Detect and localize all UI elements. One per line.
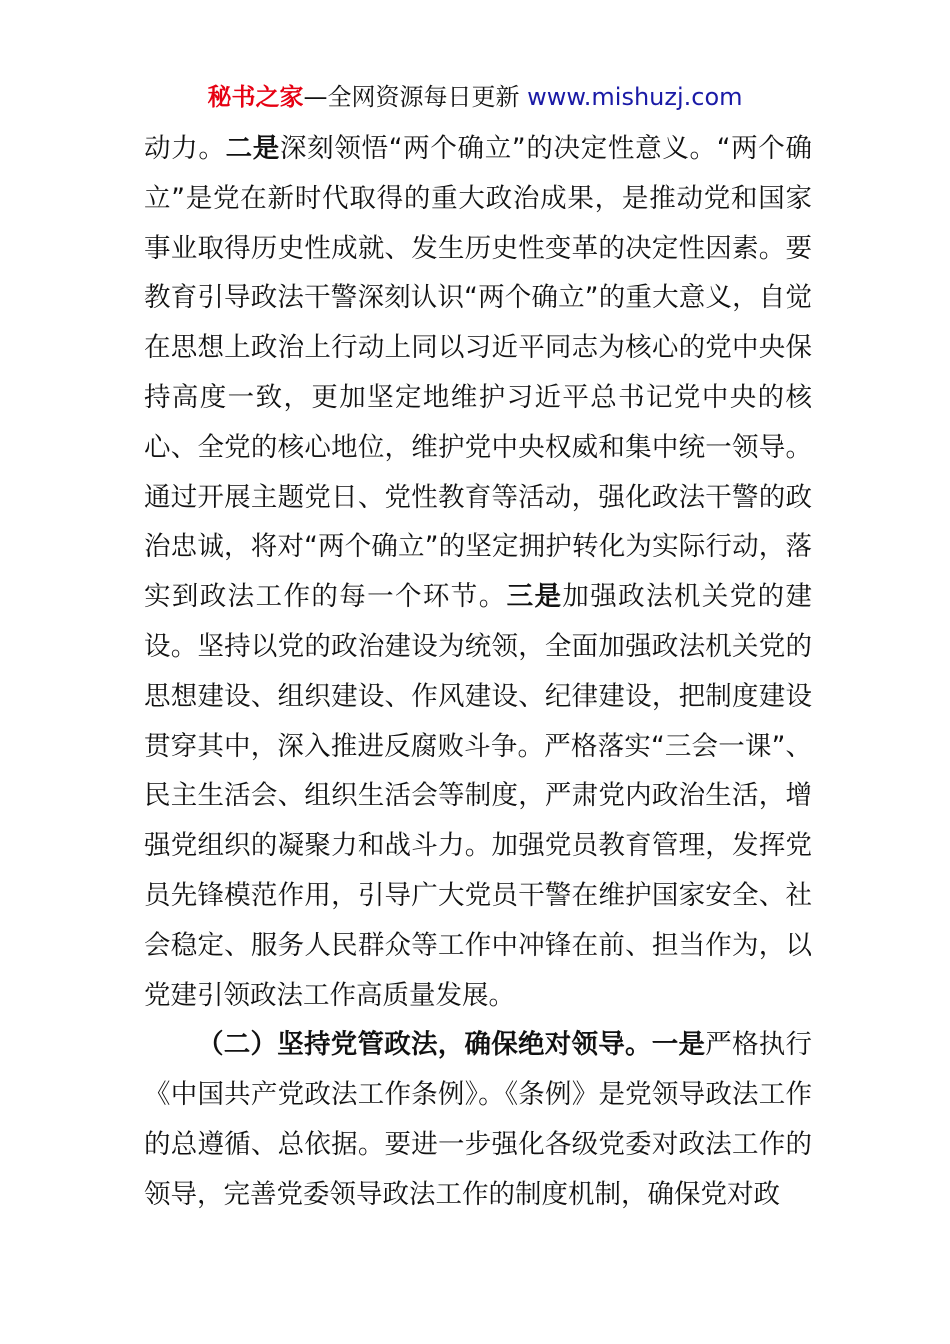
site-url-link[interactable]: www.mishuzj.com — [527, 83, 743, 111]
site-brand: 秘书之家 — [207, 83, 304, 111]
paragraph-2 — [144, 1020, 812, 1219]
p1-keyword-2: 二是 — [225, 133, 280, 164]
p1-text-2: 加强政法机关党的建设。坚持以党的政治建设为统领，全面加强政法机关党的思想建设、组织建设、作风建设、纪律建设，把制度建设贯穿其中，深入推进反腐败斗争。严格落实“三会一课”、民主生活会、组织生活会等制度，严肃党内政治生活，增强党组织的凝聚力和战斗力。加强党员教育管理，发挥党员先锋模范作用，引导广大党员干警在维护国家安全、社会稳定、服务人民群众等工作中冲锋在前、担当作为，以党建引领政法工作高质量发展。 — [144, 581, 813, 1011]
section-heading-2: （二）坚持党管政法，确保绝对领导。 — [197, 1029, 652, 1061]
site-tagline: —全网资源每日更新 — [303, 83, 528, 111]
document-body — [144, 124, 812, 1220]
p1-keyword-3: 三是 — [506, 581, 563, 613]
site-header — [0, 80, 950, 114]
p1-text-1: 深刻领悟“两个确立”的决定性意义。“两个确立”是党在新时代取得的重大政治成果，是推动党和国家事业取得历史性成就、发生历史性变革的决定性因素。要教育引导政法干警深刻认识“两个确立”的重大意义，自觉在思想上政治上行动上同以习近平同志为核心的党中央保持高度一致，更加坚定地维护习近平总书记党中央的核心、全党的核心地位，维护党中央权威和集中统一领导。通过开展主题党日、党性教育等活动，强化政法干警的政治忠诚，将对“两个确立”的坚定拥护转化为实际行动，落实到政法工作的每一个环节。 — [144, 133, 813, 613]
paragraph-1 — [144, 124, 812, 1020]
p2-text-1: 严格执行《中国共产党政法工作条例》。《条例》是党领导政法工作的总遵循、总依据。要进一步强化各级党委对政法工作的领导，完善党委领导政法工作的制度机制，确保党对政 — [144, 1029, 812, 1210]
p1-text-0: 动力。 — [144, 133, 226, 164]
p2-keyword-1: 一是 — [651, 1029, 706, 1061]
